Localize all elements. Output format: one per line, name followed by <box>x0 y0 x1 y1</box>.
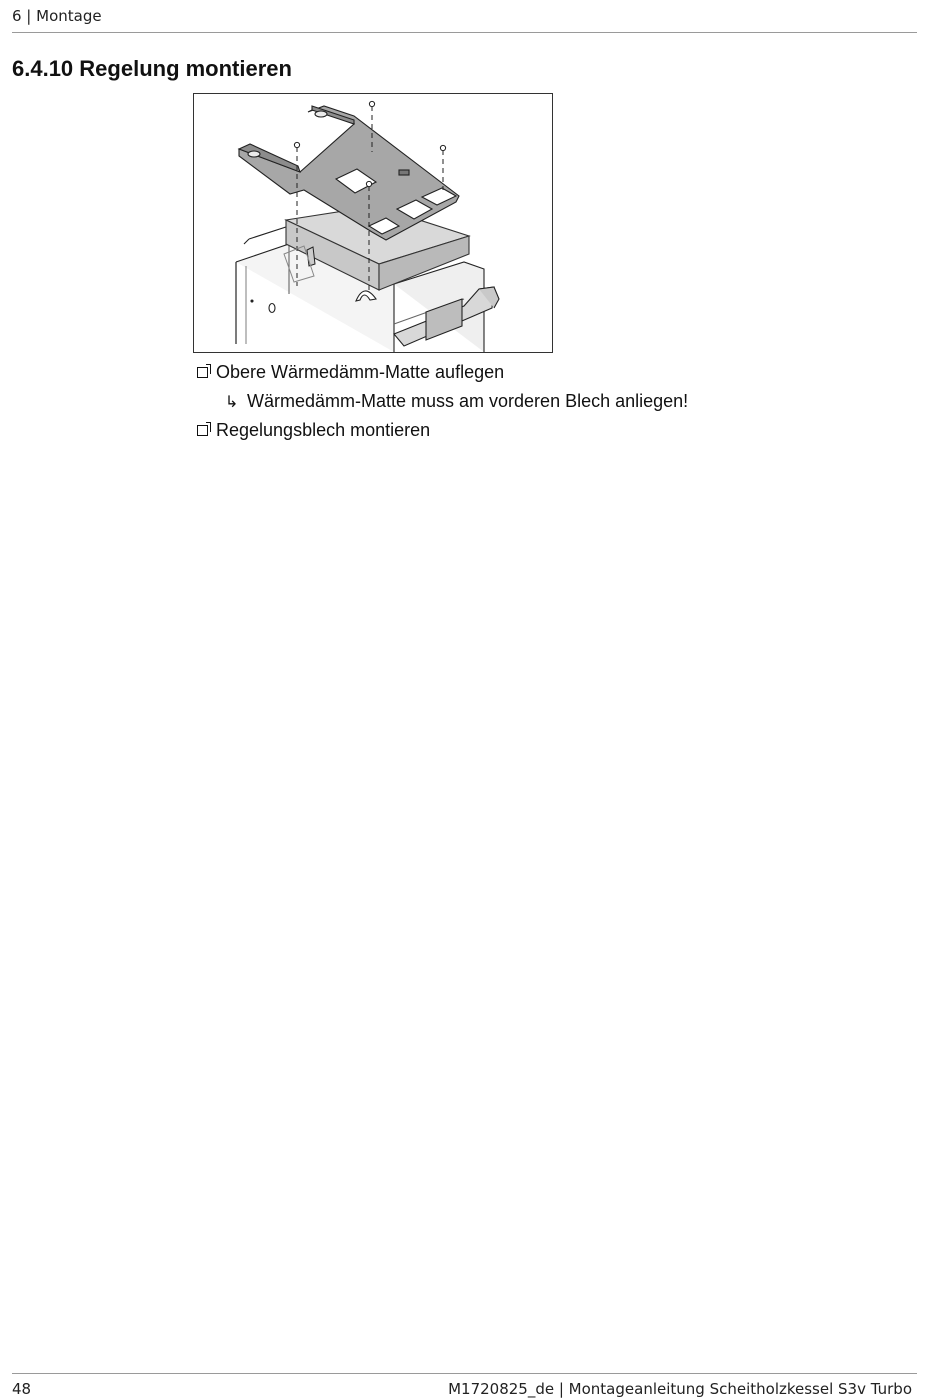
step-result-1 <box>197 387 897 416</box>
document-reference: M1720825_de | Montageanleitung Scheitholzkessel S3v Turbo <box>448 1380 912 1398</box>
assembly-illustration <box>193 93 553 353</box>
step-action-1 <box>197 358 897 387</box>
result-text: Wärmedämm-Matte muss am vorderen Blech anliegen! <box>247 391 689 411</box>
arrow-right-icon: ↳ <box>225 393 239 411</box>
section-heading: 6.4.10 Regelung montieren <box>12 56 292 81</box>
step-text: Obere Wärmedämm-Matte auflegen <box>216 362 505 382</box>
instruction-steps <box>197 358 897 445</box>
checkbox-icon <box>197 425 208 436</box>
header-divider <box>12 32 917 33</box>
footer-divider <box>12 1373 917 1374</box>
step-action-2 <box>197 416 897 445</box>
page-number: 48 <box>12 1380 32 1398</box>
step-text: Regelungsblech montieren <box>216 420 431 440</box>
assembly-drawing <box>194 94 552 352</box>
checkbox-icon <box>197 367 208 378</box>
running-header: 6 | Montage <box>12 7 102 25</box>
